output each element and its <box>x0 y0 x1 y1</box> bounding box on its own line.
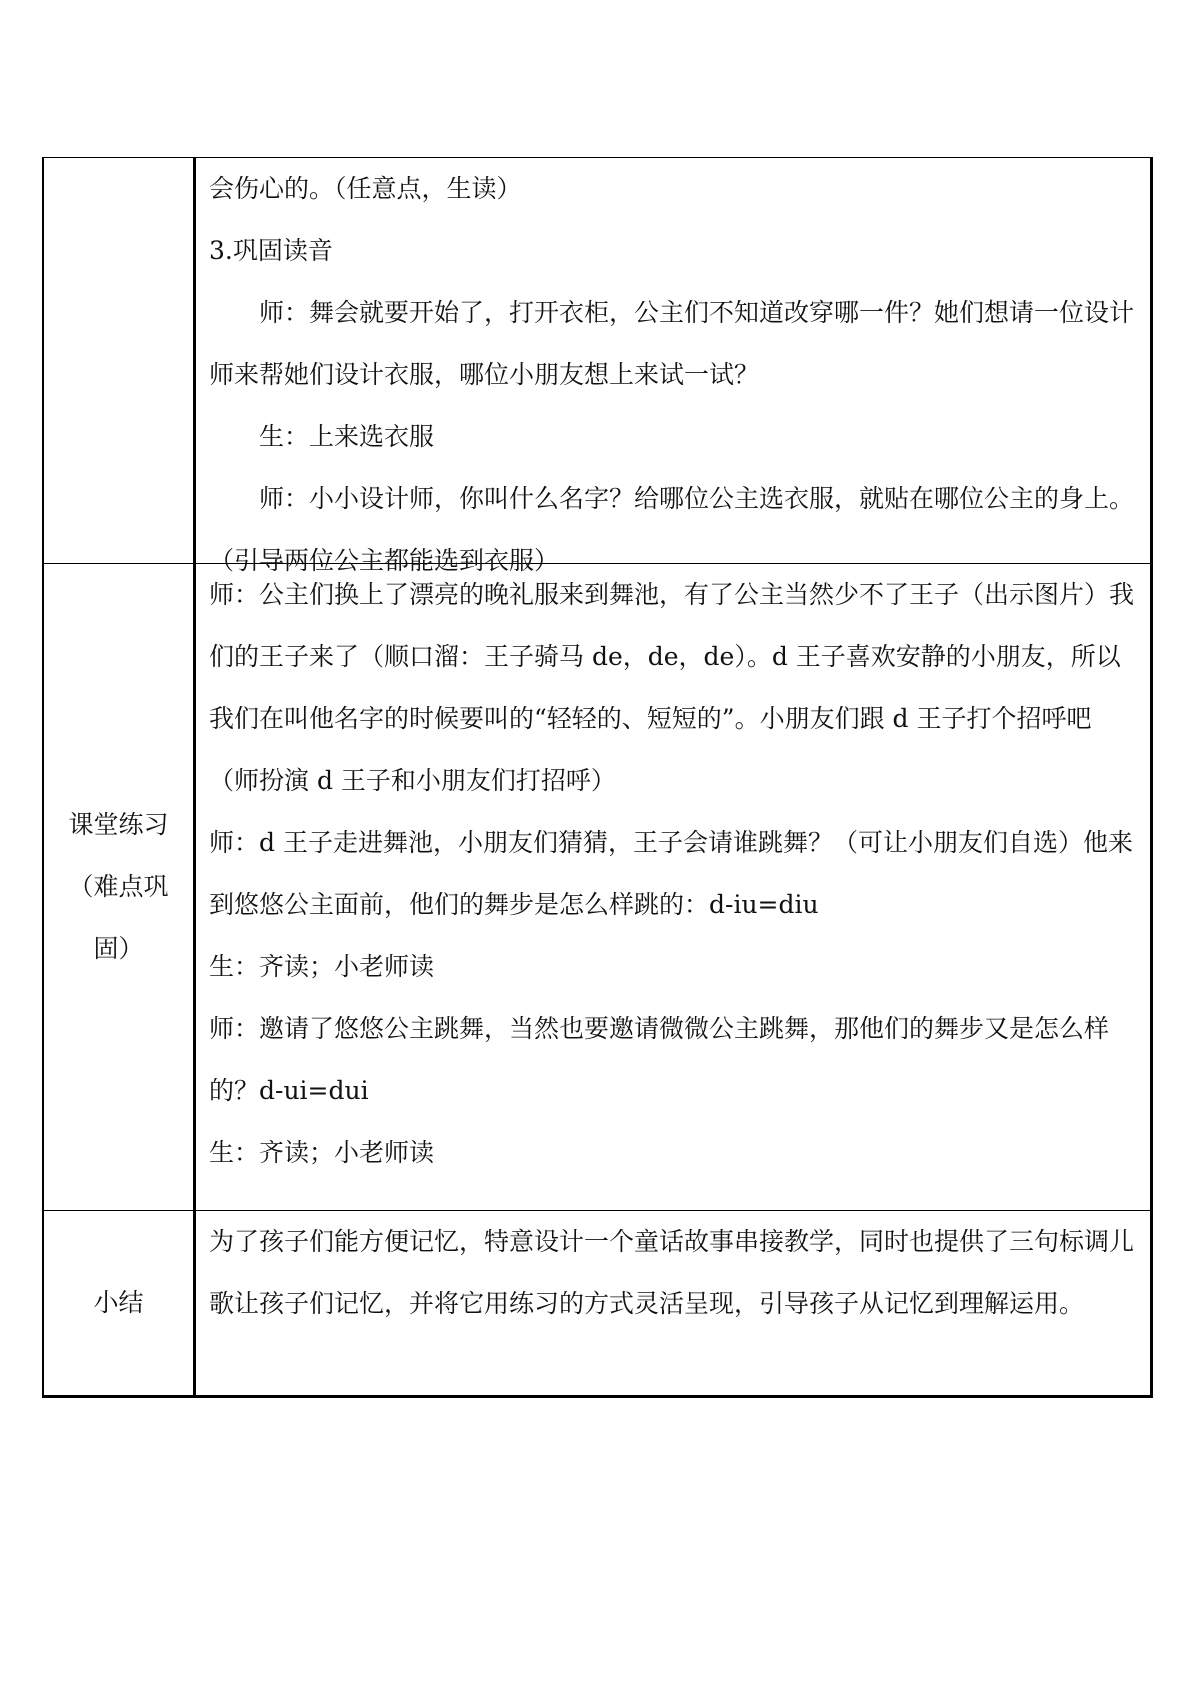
row-content-cell <box>195 158 1152 575</box>
table-row-continuation <box>43 158 1152 564</box>
paragraph: 师：公主们换上了漂亮的晚礼服来到舞池，有了公主当然少不了王子（出示图片）我们的王子来了（顺口溜：王子骑马 de，de，de）。d 王子喜欢安静的小朋友，所以我们在叫他名字的时候要叫的“轻轻的、短短的”。小朋友们跟 d 王子打个招呼吧（师扮演 d 王子和小朋友们打招呼） <box>209 580 1135 795</box>
paragraph: 师：d 王子走进舞池，小朋友们猜猜，王子会请谁跳舞？（可让小朋友们自选）他来到悠悠公主面前，他们的舞步是怎么样跳的：d-iu=diu <box>209 828 1133 919</box>
paragraph: 师：舞会就要开始了，打开衣柜，公主们不知道改穿哪一件？她们想请一位设计师来帮她们设计衣服，哪位小朋友想上来试一试？ <box>209 298 1135 389</box>
row-content <box>196 158 1150 575</box>
table-row-summary <box>43 1211 1152 1397</box>
table-row-practice <box>43 564 1152 1211</box>
row-content <box>196 564 1150 1210</box>
paragraph: 生：齐读；小老师读 <box>209 1138 435 1167</box>
row-label: 小结 <box>93 1288 144 1317</box>
paragraph: 3.巩固读音 <box>209 236 333 265</box>
lesson-plan-table <box>42 157 1153 1398</box>
paragraph: 会伤心的。（任意点，生读） <box>209 174 522 203</box>
row-content-cell <box>195 1211 1152 1397</box>
paragraph: 师：邀请了悠悠公主跳舞，当然也要邀请微微公主跳舞，那他们的舞步又是怎么样的？d-ui=dui <box>209 1014 1110 1105</box>
paragraph: 生：上来选衣服 <box>259 422 435 451</box>
paragraph: 师：小小设计师，你叫什么名字？给哪位公主选衣服，就贴在哪位公主的身上。（引导两位公主都能选到衣服） <box>209 484 1135 575</box>
row-content <box>196 1211 1150 1395</box>
paragraph: 生：齐读；小老师读 <box>209 952 435 981</box>
row-label-cell <box>43 1211 195 1397</box>
row-label-cell <box>43 564 195 1211</box>
row-label: 课堂练习（难点巩固） <box>68 810 169 963</box>
row-label-cell <box>43 158 195 564</box>
row-content-cell <box>195 564 1152 1211</box>
paragraph: 为了孩子们能方便记忆，特意设计一个童话故事串接教学，同时也提供了三句标调儿歌让孩子们记忆，并将它用练习的方式灵活呈现，引导孩子从记忆到理解运用。 <box>209 1227 1135 1318</box>
